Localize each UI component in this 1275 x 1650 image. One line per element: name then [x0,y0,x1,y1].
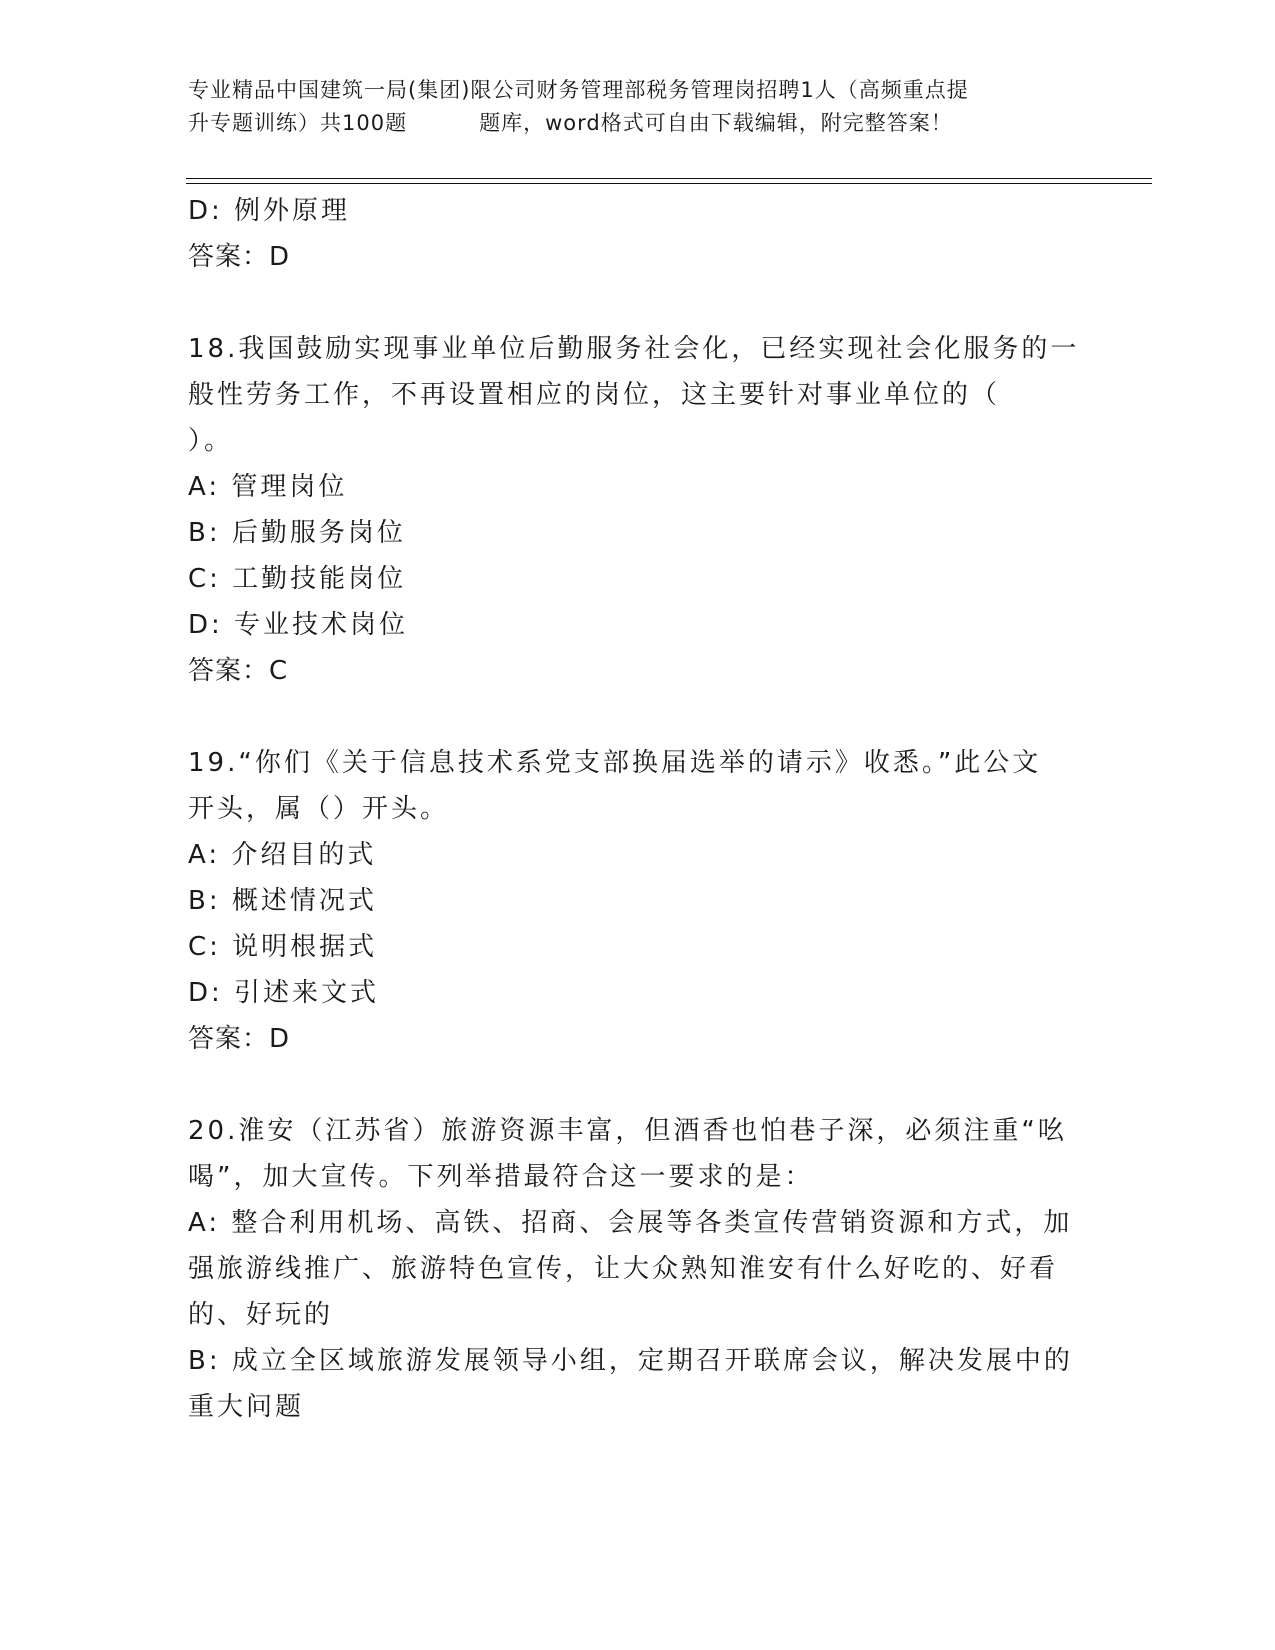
q20-option-a-line-1: A: 整合利用机场、高铁、招商、会展等各类宣传营销资源和方式，加 [188,1208,1073,1238]
q18-stem-line-2: 般性劳务工作，不再设置相应的岗位，这主要针对事业单位的（ [188,380,1001,410]
q18-answer: 答案：C [188,656,289,686]
q18-option-c: C: 工勤技能岗位 [188,564,407,594]
q20-stem-line-2: 喝”，加大宣传。下列举措最符合这一要求的是： [188,1162,814,1192]
q20-option-a-line-2: 强旅游线推广、旅游特色宣传，让大众熟知淮安有什么好吃的、好看 [188,1254,1059,1284]
q20-option-a-line-3: 的、好玩的 [188,1300,334,1330]
q17-answer: 答案：D [188,242,291,272]
header-rule-top [186,178,1152,179]
q20-stem-line-1: 20.淮安（江苏省）旅游资源丰富，但酒香也怕巷子深，必须注重“吆 [188,1116,1067,1146]
q19-stem-line-1: 19.“你们《关于信息技术系党支部换届选举的请示》收悉。”此公文 [188,748,1042,778]
q20-option-b-line-2: 重大问题 [188,1392,305,1422]
q18-option-b: B: 后勤服务岗位 [188,518,406,548]
question-list [188,188,1088,1430]
q19-option-d: D: 引述来文式 [188,978,380,1008]
q18-stem-line-1: 18.我国鼓励实现事业单位后勤服务社会化，已经实现社会化服务的一 [188,334,1080,364]
header-line-2-left: 升专题训练）共100题 [188,111,408,135]
spacer [188,1062,1088,1108]
spacer [188,280,1088,326]
q17-option-d: D: 例外原理 [188,196,351,226]
q18-stem-line-3: ）。 [188,426,234,456]
header-line-1: 专业精品中国建筑一局(集团)限公司财务管理部税务管理岗招聘1人（高频重点提 [188,78,969,102]
q18-option-a: A: 管理岗位 [188,472,348,502]
spacer [188,694,1088,740]
q18-option-d: D: 专业技术岗位 [188,610,409,640]
q19-option-a: A: 介绍目的式 [188,840,377,870]
q19-stem-line-2: 开头，属（）开头。 [188,794,450,824]
header-rule-bottom [186,183,1152,184]
q19-option-c: C: 说明根据式 [188,932,378,962]
header-line-2 [188,107,1108,140]
header-line-2-right: 题库，word格式可自由下载编辑，附完整答案！ [479,111,953,135]
page-header [188,74,1108,140]
q19-answer: 答案：D [188,1024,291,1054]
q20-option-b-line-1: B: 成立全区域旅游发展领导小组，定期召开联席会议，解决发展中的 [188,1346,1073,1376]
q19-option-b: B: 概述情况式 [188,886,377,916]
